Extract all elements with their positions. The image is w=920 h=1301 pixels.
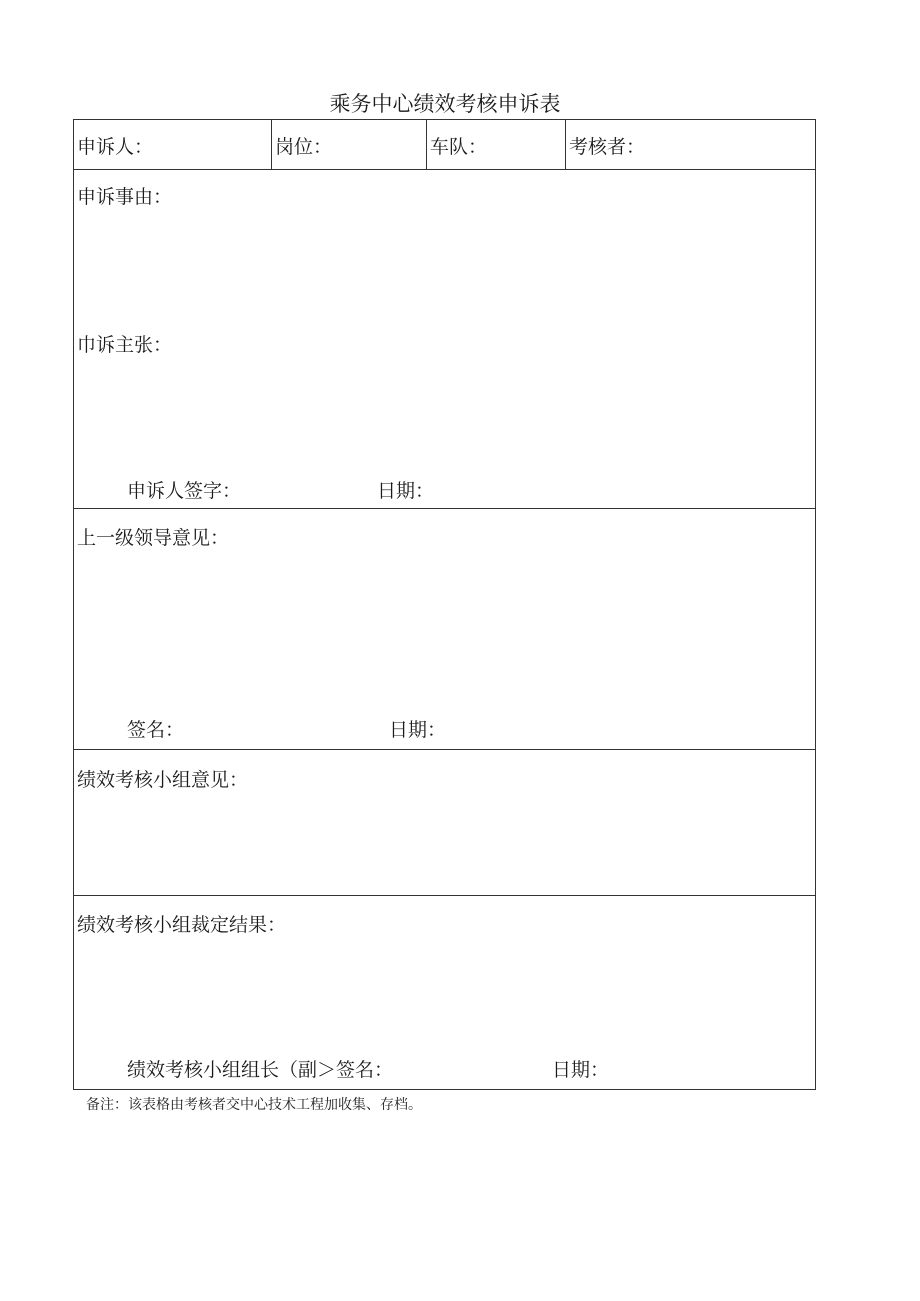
appellant-signature-label: 申诉人签字：	[127, 480, 242, 502]
group-result-row	[74, 896, 816, 1090]
supervisor-row	[74, 509, 816, 750]
group-result-label: 绩效考核小组裁定结果：	[77, 914, 287, 936]
appeal-row	[74, 170, 816, 509]
supervisor-opinion-label: 上一级领导意见：	[77, 527, 230, 549]
appeal-date-label: 日期：	[377, 480, 435, 502]
position-label: 岗位：	[275, 136, 333, 158]
supervisor-date-label: 日期：	[389, 719, 447, 741]
group-leader-signature-label: 绩效考核小组组长（副＞签名：	[127, 1059, 394, 1081]
assessor-cell[interactable]	[566, 120, 816, 170]
supervisor-signature-label: 签名：	[127, 719, 185, 741]
group-result-section[interactable]	[74, 896, 816, 1090]
assessor-label: 考核者：	[569, 136, 646, 158]
group-opinion-section[interactable]	[74, 750, 816, 896]
team-cell[interactable]	[427, 120, 566, 170]
header-row	[74, 120, 816, 170]
appeal-claim-label: 巾诉主张：	[77, 334, 173, 356]
group-opinion-label: 绩效考核小组意见：	[77, 769, 249, 791]
appeal-form	[73, 119, 816, 1090]
supervisor-section[interactable]	[74, 509, 816, 750]
position-cell[interactable]	[272, 120, 427, 170]
form-title: 乘务中心绩效考核申诉表	[329, 92, 561, 116]
group-opinion-row	[74, 750, 816, 896]
appeal-section[interactable]	[74, 170, 816, 509]
appeal-reason-label: 申诉事由：	[77, 186, 173, 208]
group-result-date-label: 日期：	[552, 1059, 610, 1081]
appellant-cell[interactable]	[74, 120, 272, 170]
appellant-label: 申诉人：	[77, 136, 154, 158]
footnote: 备注：该表格由考核者交中心技术工程加收集、存档。	[86, 1097, 422, 1113]
team-label: 车队：	[430, 136, 488, 158]
